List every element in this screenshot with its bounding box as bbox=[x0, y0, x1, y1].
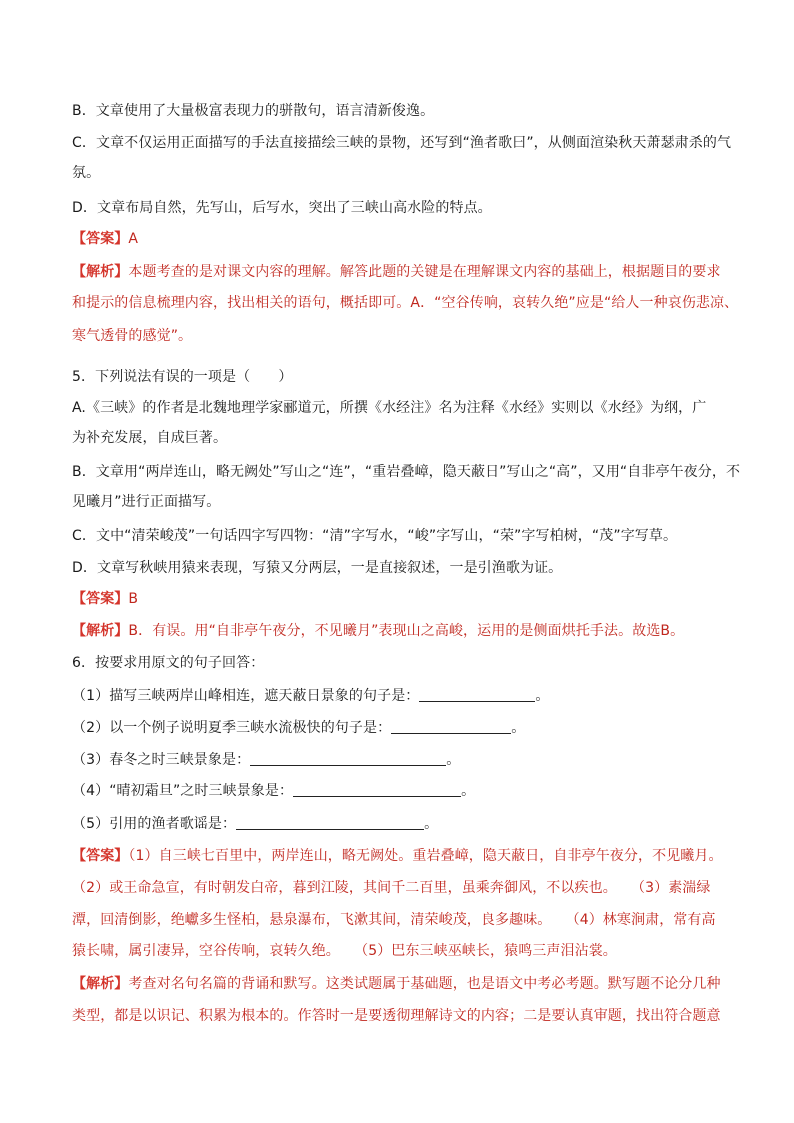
q4-answer bbox=[72, 229, 732, 249]
answer-value: B bbox=[128, 591, 139, 607]
fill-blank[interactable] bbox=[250, 751, 446, 766]
q6-item-text: （3）春冬之时三峡景象是： bbox=[72, 752, 251, 768]
q6-analysis-line2: 类型，都是以识记、积累为根本的。作答时一是要透彻理解诗文的内容；二是要认真审题，找出符合题意 bbox=[72, 1008, 721, 1024]
q6-item bbox=[72, 781, 732, 801]
q6-item-end: 。 bbox=[424, 816, 439, 832]
q5-option-c: C．文中“清荣峻茂”一句话四字写四物：“清”字写水，“峻”字写山，“荣”字写柏树，“茂”字写草。 bbox=[72, 528, 678, 544]
answer-tag: 【答案】 bbox=[72, 231, 129, 247]
q5-option-a-line1: A.《三峡》的作者是北魏地理学家郦道元，所撰《水经注》名为注释《水经》实则以《水经》为纲，广 bbox=[72, 400, 707, 416]
analysis-text: B．有误。用“自非亭午夜分，不见曦月”表现山之高峻，运用的是侧面烘托手法。故选B。 bbox=[128, 623, 685, 639]
q4-analysis-line3: 寒气透骨的感觉”。 bbox=[72, 328, 193, 344]
fill-blank[interactable] bbox=[293, 782, 461, 797]
analysis-text: 本题考查的是对课文内容的理解。解答此题的关键是在理解课文内容的基础上，根据题目的要求 bbox=[128, 264, 721, 280]
q6-item bbox=[72, 750, 732, 770]
q6-answer-line3: 潭，回清倒影，绝巘多生怪柏，悬泉瀑布，飞漱其间，清荣峻茂，良多趣味。 （4）林寒涧肃，常有高 bbox=[72, 912, 716, 928]
q6-answer-line1 bbox=[72, 846, 732, 866]
q6-item bbox=[72, 718, 732, 738]
q6-item-end: 。 bbox=[535, 688, 550, 704]
q6-analysis-line1 bbox=[72, 974, 732, 994]
answer-tag: 【答案】 bbox=[72, 848, 129, 864]
q6-item bbox=[72, 814, 732, 834]
q6-item bbox=[72, 686, 732, 706]
analysis-tag: 【解析】 bbox=[72, 976, 129, 992]
answer-tag: 【答案】 bbox=[72, 591, 129, 607]
analysis-tag: 【解析】 bbox=[72, 623, 129, 639]
q5-option-d: D．文章写秋峡用猿来表现，写猿又分两层，一是直接叙述，一是引渔歌为证。 bbox=[72, 560, 563, 576]
q6-item-text: （4）“晴初霜旦”之时三峡景象是： bbox=[72, 783, 294, 799]
q6-item-end: 。 bbox=[446, 752, 461, 768]
q5-option-a-line2: 为补充发展，自成巨著。 bbox=[72, 430, 228, 446]
analysis-text: 考查对名句名篇的背诵和默写。这类试题属于基础题，也是语文中考必考题。默写题不论分几种 bbox=[128, 976, 721, 992]
fill-blank[interactable] bbox=[236, 815, 424, 830]
q4-analysis-line2: 和提示的信息梳理内容，找出相关的语句，概括即可。A．“空谷传响，哀转久绝”应是“给人一种哀伤悲凉、 bbox=[72, 295, 739, 311]
answer-value: A bbox=[128, 231, 139, 247]
answer-text: （1）自三峡七百里中，两岸连山，略无阙处。重岩叠嶂，隐天蔽日，自非亭午夜分，不见曦月。 bbox=[128, 848, 723, 864]
q6-answer-line2: （2）或王命急宣，有时朝发白帝，暮到江陵，其间千二百里，虽乘奔御风，不以疾也。 （3）素湍绿 bbox=[72, 880, 711, 896]
q4-option-c-line2: 氛。 bbox=[72, 165, 101, 181]
q5-option-b-line1: B．文章用“两岸连山，略无阙处”写山之“连”，“重岩叠嶂，隐天蔽日”写山之“高”，又用“自非亭午夜分，不 bbox=[72, 464, 741, 480]
q5-answer bbox=[72, 589, 732, 609]
q6-answer-line4: 猿长啸，属引凄异，空谷传响，哀转久绝。 （5）巴东三峡巫峡长，猿鸣三声泪沾裳。 bbox=[72, 943, 617, 959]
q6-item-text: （5）引用的渔者歌谣是： bbox=[72, 816, 237, 832]
q6-item-text: （1）描写三峡两岸山峰相连，遮天蔽日景象的句子是： bbox=[72, 688, 420, 704]
fill-blank[interactable] bbox=[391, 719, 511, 734]
q5-stem: 5．下列说法有误的一项是（ ） bbox=[72, 369, 293, 385]
q4-option-b: B．文章使用了大量极富表现力的骈散句，语言清新俊逸。 bbox=[72, 103, 435, 119]
analysis-tag: 【解析】 bbox=[72, 264, 129, 280]
q4-option-d: D．文章布局自然，先写山，后写水，突出了三峡山高水险的特点。 bbox=[72, 200, 492, 216]
q6-item-text: （2）以一个例子说明夏季三峡水流极快的句子是： bbox=[72, 720, 392, 736]
q4-analysis-line1 bbox=[72, 262, 732, 282]
q4-option-c-line1: C．文章不仅运用正面描写的手法直接描绘三峡的景物，还写到“渔者歌曰”，从侧面渲染秋天萧瑟肃杀的气 bbox=[72, 135, 732, 151]
q5-analysis bbox=[72, 621, 732, 641]
q6-stem: 6．按要求用原文的句子回答： bbox=[72, 655, 265, 671]
q5-option-b-line2: 见曦月”进行正面描写。 bbox=[72, 494, 221, 510]
fill-blank[interactable] bbox=[419, 687, 535, 702]
q6-item-end: 。 bbox=[511, 720, 526, 736]
q6-item-end: 。 bbox=[461, 783, 476, 799]
